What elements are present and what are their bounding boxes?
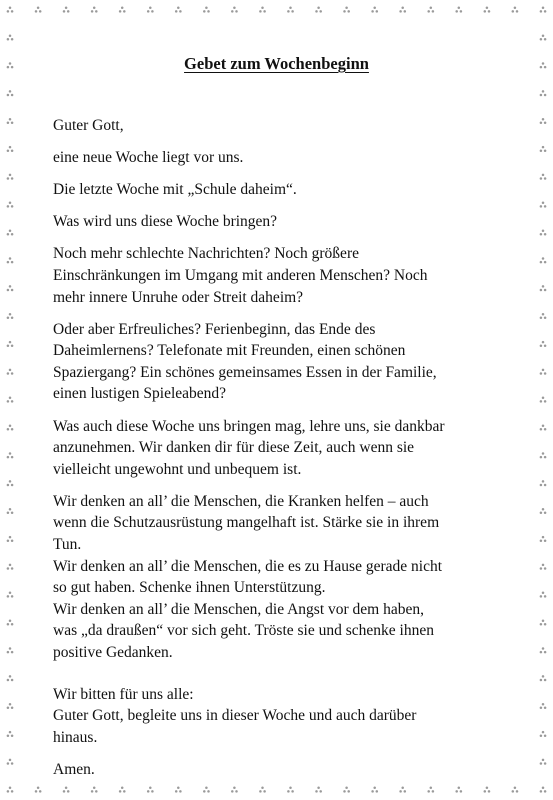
- ornament-icon: [7, 536, 14, 542]
- ornament-icon: [7, 675, 14, 681]
- ornament-icon: [7, 731, 14, 737]
- ornament-icon: [512, 7, 519, 13]
- ornament-icon: [343, 7, 350, 13]
- text-line: Wir denken an all’ die Menschen, die es zu Hause gerade nicht: [53, 557, 443, 575]
- document-title: Gebet zum Wochenbeginn: [184, 54, 369, 73]
- text-line: Amen.: [53, 760, 95, 778]
- ornament-icon: [540, 285, 547, 291]
- ornament-icon: [540, 424, 547, 430]
- ornament-icon: [35, 787, 42, 793]
- ornament-icon: [540, 90, 547, 96]
- ornament-icon: [7, 480, 14, 486]
- ornament-icon: [540, 619, 547, 625]
- ornament-icon: [540, 341, 547, 347]
- ornament-icon: [315, 7, 322, 13]
- ornament-icon: [540, 508, 547, 514]
- ornament-icon: [455, 7, 462, 13]
- ornament-icon: [7, 397, 14, 403]
- ornament-icon: [540, 369, 547, 375]
- text-line: Wir denken an all’ die Menschen, die Angst vor dem haben,: [53, 600, 424, 618]
- ornament-icon: [540, 174, 547, 180]
- ornament-icon: [35, 7, 42, 13]
- text-line: mehr innere Unruhe oder Streit daheim?: [53, 288, 304, 306]
- text-line: so gut haben. Schenke ihnen Unterstützung.: [53, 579, 326, 597]
- ornament-icon: [540, 592, 547, 598]
- ornament-icon: [540, 202, 547, 208]
- ornament-icon: [540, 313, 547, 319]
- text-line: Tun.: [53, 536, 82, 553]
- ornament-icon: [540, 7, 547, 13]
- ornament-icon: [7, 564, 14, 570]
- ornament-icon: [63, 7, 70, 13]
- ornament-icon: [7, 341, 14, 347]
- paragraph: [53, 491, 505, 664]
- ornament-icon: [399, 7, 406, 13]
- ornament-icon: [540, 480, 547, 486]
- text-line: einen lustigen Spieleabend?: [53, 385, 227, 403]
- ornament-icon: [91, 7, 98, 13]
- ornament-icon: [7, 285, 14, 291]
- text-line: positive Gedanken.: [53, 643, 173, 661]
- ornament-icon: [540, 675, 547, 681]
- paragraph: [53, 759, 505, 781]
- paragraph: [53, 684, 505, 749]
- ornament-icon: [540, 118, 547, 124]
- text-line: Was wird uns diese Woche bringen?: [53, 213, 278, 231]
- ornament-icon: [540, 452, 547, 458]
- ornament-icon: [7, 257, 14, 263]
- text-line: Wir denken an all’ die Menschen, die Kranken helfen – auch: [53, 492, 429, 510]
- ornament-icon: [7, 592, 14, 598]
- ornament-icon: [540, 564, 547, 570]
- ornament-icon: [7, 174, 14, 180]
- text-line: wenn die Schutzausrüstung mangelhaft ist. Stärke sie in ihrem: [53, 514, 440, 532]
- ornament-icon: [540, 34, 547, 40]
- ornament-icon: [540, 229, 547, 235]
- ornament-icon: [540, 731, 547, 737]
- ornament-icon: [7, 118, 14, 124]
- ornament-icon: [371, 7, 378, 13]
- ornament-icon: [7, 146, 14, 152]
- ornament-icon: [540, 146, 547, 152]
- ornament-icon: [7, 759, 14, 765]
- ornament-icon: [175, 7, 182, 13]
- ornament-icon: [259, 7, 266, 13]
- ornament-icon: [7, 229, 14, 235]
- ornament-icon: [147, 7, 154, 13]
- ornament-icon: [7, 202, 14, 208]
- text-line: anzunehmen. Wir danken dir für diese Zeit, auch wenn sie: [53, 439, 415, 457]
- ornament-icon: [7, 703, 14, 709]
- paragraph: [53, 416, 505, 481]
- text-line: Spaziergang? Ein schönes gemeinsames Essen in der Familie,: [53, 363, 437, 381]
- text-line: Wir bitten für uns alle:: [53, 685, 194, 703]
- ornament-icon: [7, 787, 14, 793]
- ornament-icon: [427, 7, 434, 13]
- ornament-icon: [7, 452, 14, 458]
- ornament-icon: [203, 7, 210, 13]
- ornament-icon: [540, 536, 547, 542]
- ornament-icon: [540, 759, 547, 765]
- text-line: hinaus.: [53, 728, 98, 746]
- ornament-icon: [7, 647, 14, 653]
- prayer-text: [53, 115, 505, 791]
- ornament-icon: [119, 7, 126, 13]
- paragraph: [53, 211, 505, 233]
- ornament-icon: [7, 508, 14, 514]
- text-line: Oder aber Erfreuliches? Ferienbeginn, das Ende des: [53, 320, 376, 338]
- text-line: Daheimlernens? Telefonate mit Freunden, einen schönen: [53, 342, 406, 360]
- text-line: Die letzte Woche mit „Schule daheim“.: [53, 181, 297, 199]
- ornament-icon: [540, 257, 547, 263]
- ornament-icon: [7, 369, 14, 375]
- ornament-icon: [7, 619, 14, 625]
- ornament-icon: [512, 787, 519, 793]
- ornament-icon: [484, 7, 491, 13]
- ornament-icon: [231, 7, 238, 13]
- ornament-icon: [7, 424, 14, 430]
- paragraph: [53, 147, 505, 169]
- text-line: Was auch diese Woche uns bringen mag, lehre uns, sie dankbar: [53, 417, 445, 435]
- paragraph: [53, 243, 505, 308]
- text-line: Noch mehr schlechte Nachrichten? Noch größere: [53, 245, 359, 263]
- text-line: Guter Gott,: [53, 117, 124, 134]
- text-line: Einschränkungen im Umgang mit anderen Menschen? Noch: [53, 266, 428, 284]
- text-line: Guter Gott, begleite uns in dieser Woche und auch darüber: [53, 707, 417, 725]
- paragraph: [53, 179, 505, 201]
- ornament-icon: [7, 7, 14, 13]
- ornament-icon: [540, 647, 547, 653]
- text-line: was „da draußen“ vor sich geht. Tröste sie und schenke ihnen: [53, 622, 434, 640]
- ornament-icon: [7, 90, 14, 96]
- text-line: vielleicht ungewohnt und unbequem ist.: [53, 460, 302, 478]
- ornament-icon: [7, 34, 14, 40]
- paragraph: [53, 319, 505, 405]
- ornament-icon: [540, 787, 547, 793]
- ornament-icon: [540, 703, 547, 709]
- ornament-icon: [7, 313, 14, 319]
- text-line: eine neue Woche liegt vor uns.: [53, 149, 244, 167]
- ornament-icon: [540, 397, 547, 403]
- ornament-icon: [287, 7, 294, 13]
- paragraph: [53, 115, 505, 137]
